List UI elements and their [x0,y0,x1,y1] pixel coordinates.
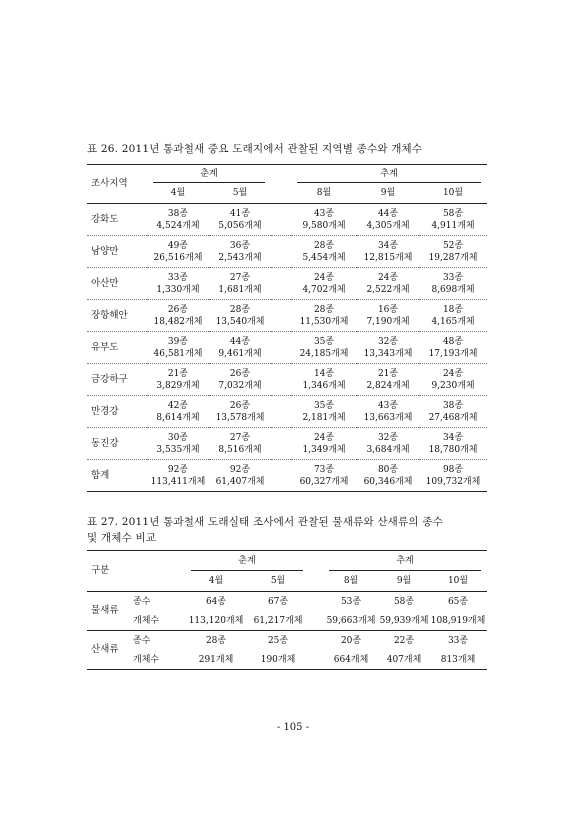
header-region: 조사지역 [87,165,147,204]
individual-count: 1,349개체 [302,444,346,455]
species-count: 28종 [313,240,335,251]
data-cell: 25종 [267,635,289,646]
data-cell [419,268,487,300]
row-label: 개체수 [127,650,185,670]
region-name: 금강하구 [87,364,147,396]
species-count: 35종 [313,400,335,411]
table-row [87,428,487,460]
individual-count: 27,468개체 [428,412,478,423]
individual-count: 13,343개체 [363,348,413,359]
data-cell [419,460,487,492]
individual-count: 1,681개체 [218,284,262,295]
header-month: 4월 [147,183,209,204]
individual-count: 4,165개체 [431,316,475,327]
data-cell [291,332,357,364]
data-cell: 65종 [447,596,469,607]
individual-count: 5,454개체 [302,252,346,263]
individual-count: 7,032개체 [218,380,262,391]
species-count: 14종 [313,368,335,379]
individual-count: 4,911개체 [431,220,475,231]
individual-count: 2,824개체 [366,380,410,391]
species-count: 44종 [377,208,399,219]
data-cell [291,204,357,236]
data-cell [419,300,487,332]
species-count: 73종 [313,464,335,475]
region-name: 만경강 [87,396,147,428]
individual-count: 17,193개체 [428,348,478,359]
species-count: 43종 [377,400,399,411]
header-month: 10월 [419,183,487,204]
table27-caption-line2: 및 개체수 비교 [87,532,157,544]
header-month: 10월 [429,571,487,592]
table27 [87,550,487,670]
species-count: 36종 [229,240,251,251]
data-cell: 291개체 [185,650,247,670]
individual-count: 13,578개체 [215,412,265,423]
individual-count: 61,407개체 [215,476,265,487]
data-cell: 190개체 [247,650,309,670]
species-count: 26종 [229,368,251,379]
individual-count: 60,327개체 [299,476,349,487]
data-cell [291,428,357,460]
table-row [87,204,487,236]
data-cell [209,236,271,268]
data-cell [147,236,209,268]
data-cell [357,236,419,268]
species-count: 27종 [229,432,251,443]
data-cell [357,460,419,492]
data-cell: 108,919개체 [429,611,487,631]
data-cell: 59,663개체 [323,611,379,631]
individual-count: 26,516개체 [153,252,203,263]
species-count: 27종 [229,272,251,283]
header-month: 5월 [209,183,271,204]
individual-count: 9,230개체 [431,380,475,391]
header-spring: 춘계 [147,165,271,184]
species-count: 42종 [167,400,189,411]
species-count: 21종 [167,368,189,379]
species-count: 34종 [377,240,399,251]
data-cell: 64종 [205,596,227,607]
species-count: 80종 [377,464,399,475]
individual-count: 2,181개체 [302,412,346,423]
table-row [87,268,487,300]
table-row [87,300,487,332]
species-count: 24종 [313,272,335,283]
table-row [87,396,487,428]
data-cell: 20종 [340,635,362,646]
data-cell [209,300,271,332]
data-cell [209,396,271,428]
region-name: 장항해안 [87,300,147,332]
species-count: 92종 [167,464,189,475]
row-label: 종수 [133,596,151,607]
species-count: 33종 [167,272,189,283]
data-cell [291,300,357,332]
data-cell: 61,217개체 [247,611,309,631]
data-cell [357,268,419,300]
data-cell [291,460,357,492]
individual-count: 2,543개체 [218,252,262,263]
individual-count: 1,330개체 [156,284,200,295]
data-cell [209,364,271,396]
group-name: 산새류 [87,631,127,670]
species-count: 41종 [229,208,251,219]
data-cell [209,268,271,300]
header-month: 8월 [291,183,357,204]
species-count: 24종 [377,272,399,283]
species-count: 52종 [442,240,464,251]
table-row [87,460,487,492]
individual-count: 19,287개체 [428,252,478,263]
individual-count: 60,346개체 [363,476,413,487]
data-cell [209,204,271,236]
individual-count: 8,698개체 [431,284,475,295]
table-row [87,650,487,670]
individual-count: 12,815개체 [363,252,413,263]
header-autumn: 추계 [323,551,487,572]
individual-count: 109,732개체 [425,476,481,487]
data-cell: 22종 [393,635,415,646]
species-count: 43종 [313,208,335,219]
data-cell [357,428,419,460]
individual-count: 1,346개체 [302,380,346,391]
region-name: 강화도 [87,204,147,236]
individual-count: 3,829개체 [156,380,200,391]
species-count: 44종 [229,336,251,347]
data-cell [291,396,357,428]
species-count: 18종 [442,304,464,315]
table26 [87,164,487,492]
data-cell [291,268,357,300]
data-cell [419,332,487,364]
individual-count: 9,461개체 [218,348,262,359]
individual-count: 4,305개체 [366,220,410,231]
group-name: 물새류 [87,592,127,631]
region-name: 남양만 [87,236,147,268]
header-month: 9월 [357,183,419,204]
data-cell [419,236,487,268]
data-cell [147,268,209,300]
individual-count: 18,780개체 [428,444,478,455]
data-cell [209,332,271,364]
individual-count: 2,522개체 [366,284,410,295]
data-cell [147,460,209,492]
data-cell [209,428,271,460]
row-label: 종수 [133,635,151,646]
species-count: 38종 [442,400,464,411]
data-cell [357,396,419,428]
header-month: 9월 [379,571,429,592]
species-count: 34종 [442,432,464,443]
individual-count: 46,581개체 [153,348,203,359]
individual-count: 9,580개체 [302,220,346,231]
species-count: 39종 [167,336,189,347]
data-cell: 59,939개체 [379,611,429,631]
data-cell [147,204,209,236]
data-cell [209,460,271,492]
data-cell: 53종 [340,596,362,607]
header-category: 구분 [87,551,185,592]
species-count: 32종 [377,336,399,347]
individual-count: 13,663개체 [363,412,413,423]
data-cell [147,364,209,396]
row-label: 개체수 [127,611,185,631]
region-name: 아산만 [87,268,147,300]
species-count: 16종 [377,304,399,315]
individual-count: 8,614개체 [156,412,200,423]
individual-count: 18,482개체 [153,316,203,327]
species-count: 21종 [377,368,399,379]
data-cell [147,428,209,460]
header-month: 5월 [247,571,309,592]
data-cell: 67종 [267,596,289,607]
species-count: 28종 [313,304,335,315]
data-cell [291,236,357,268]
species-count: 30종 [167,432,189,443]
header-month: 4월 [185,571,247,592]
header-month: 8월 [323,571,379,592]
species-count: 58종 [442,208,464,219]
data-cell [419,428,487,460]
data-cell [419,396,487,428]
individual-count: 3,684개체 [366,444,410,455]
page-number: - 105 - [276,722,310,733]
header-spring: 춘계 [185,551,309,572]
data-cell: 813개체 [429,650,487,670]
individual-count: 24,185개체 [299,348,349,359]
species-count: 26종 [167,304,189,315]
table-row [87,631,487,651]
species-count: 26종 [229,400,251,411]
table-row [87,332,487,364]
table26-caption: 표 26. 2011년 통과철새 중요 도래지에서 관찰된 지역별 종수와 개체수 [87,143,423,155]
data-cell: 113,120개체 [185,611,247,631]
data-cell [357,332,419,364]
region-name: 유부도 [87,332,147,364]
individual-count: 4,524개체 [156,220,200,231]
species-count: 35종 [313,336,335,347]
data-cell [147,396,209,428]
individual-count: 5,056개체 [218,220,262,231]
species-count: 33종 [442,272,464,283]
table-row [87,364,487,396]
data-cell [357,300,419,332]
data-cell [419,364,487,396]
table-row [87,236,487,268]
table-row [87,592,487,612]
species-count: 98종 [442,464,464,475]
species-count: 32종 [377,432,399,443]
table27-caption-line1: 표 27. 2011년 통과철새 도래실태 조사에서 관찰된 물새류와 산새류의 종수 [87,516,443,528]
data-cell: 58종 [393,596,415,607]
individual-count: 7,190개체 [366,316,410,327]
individual-count: 113,411개체 [150,476,206,487]
region-name: 합계 [87,460,147,492]
individual-count: 11,530개체 [299,316,349,327]
data-cell [147,332,209,364]
data-cell: 407개체 [379,650,429,670]
data-cell [357,204,419,236]
data-cell: 33종 [447,635,469,646]
header-autumn: 추계 [291,165,487,184]
species-count: 49종 [167,240,189,251]
data-cell [291,364,357,396]
data-cell [147,300,209,332]
individual-count: 8,516개체 [218,444,262,455]
data-cell: 28종 [205,635,227,646]
individual-count: 3,535개체 [156,444,200,455]
species-count: 24종 [313,432,335,443]
species-count: 24종 [442,368,464,379]
data-cell [419,204,487,236]
species-count: 28종 [229,304,251,315]
species-count: 48종 [442,336,464,347]
data-cell [357,364,419,396]
species-count: 38종 [167,208,189,219]
species-count: 92종 [229,464,251,475]
data-cell: 664개체 [323,650,379,670]
table-row [87,611,487,631]
individual-count: 13,540개체 [215,316,265,327]
individual-count: 4,702개체 [302,284,346,295]
region-name: 동진강 [87,428,147,460]
